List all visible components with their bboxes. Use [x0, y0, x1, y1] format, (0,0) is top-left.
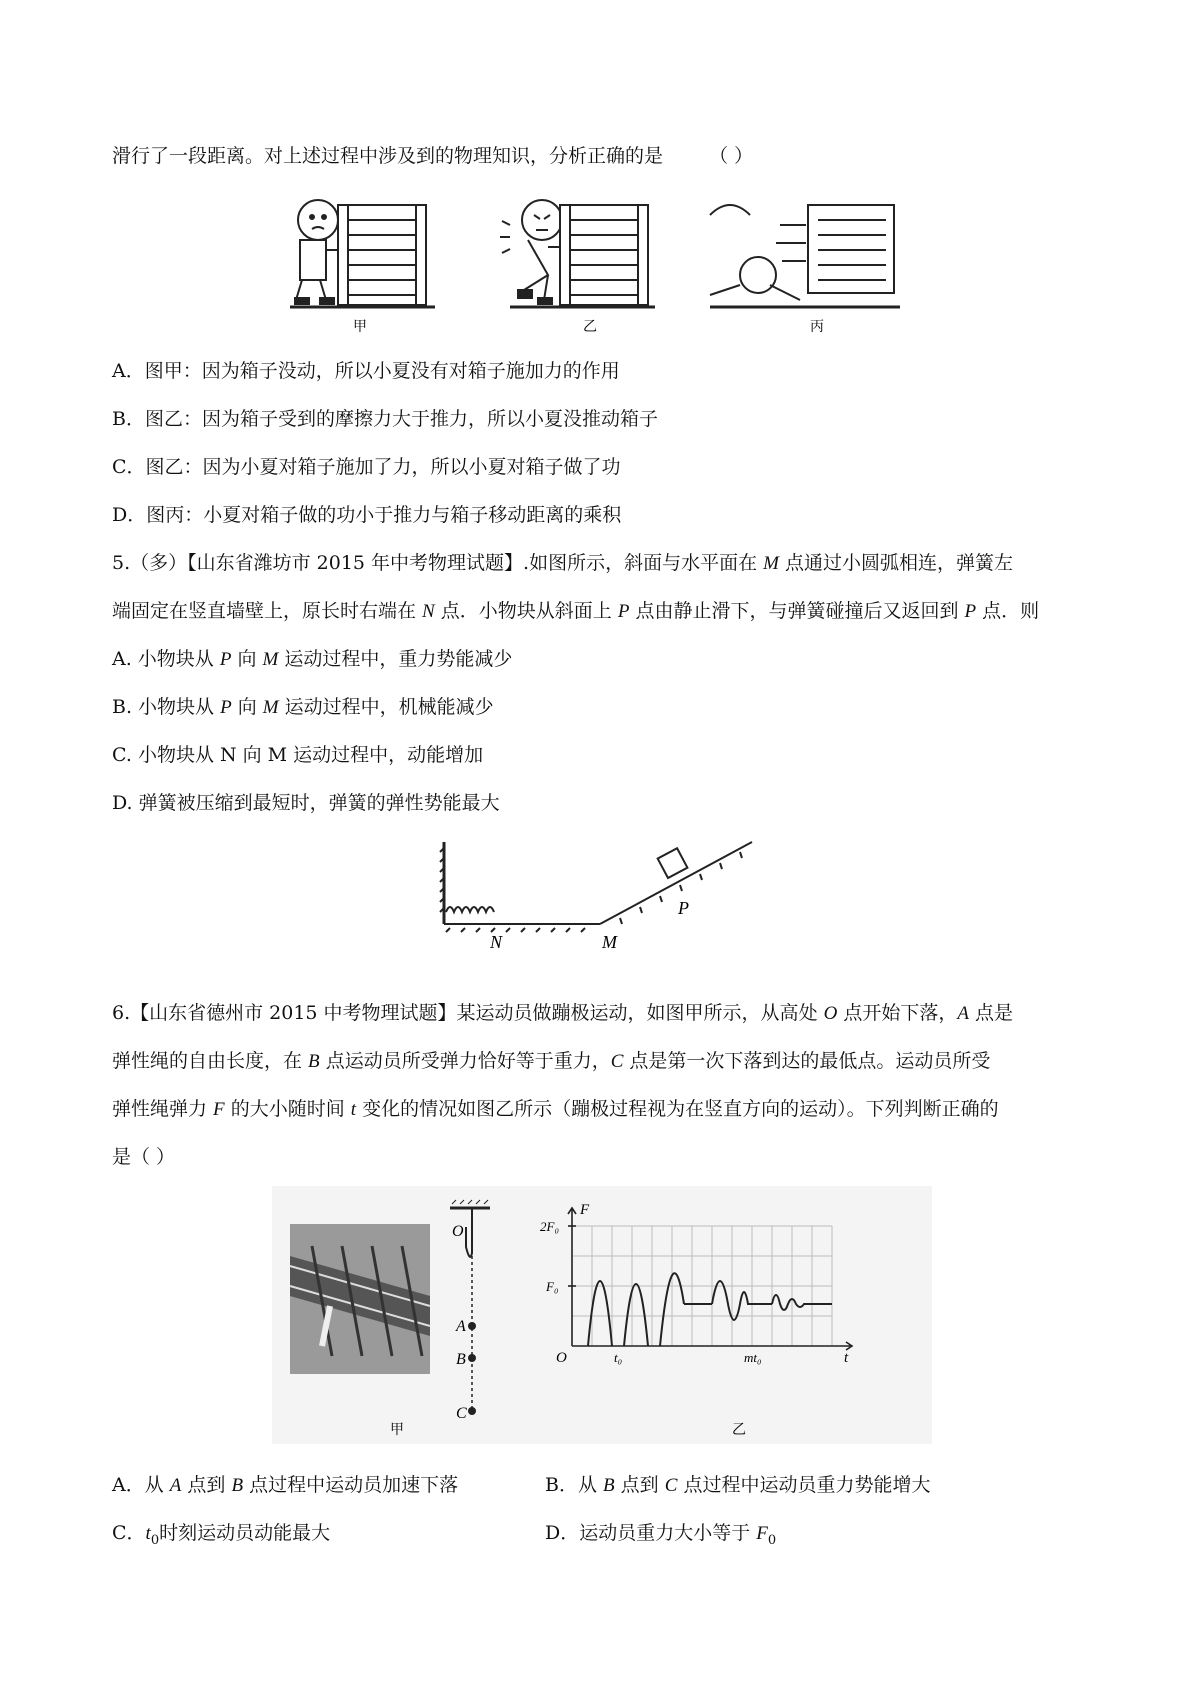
q4-option-a: A．图甲：因为箱子没动，所以小夏没有对箱子施加力的作用: [112, 360, 620, 382]
q5-label-n: N: [490, 932, 503, 952]
q5-option-a: A. 小物块从 P 向 M 运动过程中，重力势能减少: [112, 648, 513, 670]
q4-option-d: D．图丙：小夏对箱子做的功小于推力与箱子移动距离的乘积: [112, 504, 622, 526]
bungee-photo: [290, 1224, 430, 1374]
q4-label-jia: 甲: [353, 319, 367, 335]
q5-stem-line1: 5.（多）【山东省潍坊市 2015 年中考物理试题】.如图所示，斜面与水平面在 M 点通过小圆弧相连，弹簧左: [112, 552, 1014, 574]
q6-stem-line4: 是（ ）: [112, 1146, 176, 1168]
panel-yi: [500, 200, 655, 307]
q5-option-b: B. 小物块从 P 向 M 运动过程中，机械能减少: [112, 696, 494, 718]
q6-figure: [272, 1186, 932, 1444]
graph-origin: O: [556, 1350, 567, 1366]
q5-label-p: P: [678, 898, 689, 918]
rope-label-o: O: [452, 1223, 464, 1240]
q5-option-c: C. 小物块从 N 向 M 运动过程中，动能增加: [112, 744, 484, 766]
q5-stem-line2: 端固定在竖直墙壁上，原长时右端在 N 点．小物块从斜面上 P 点由静止滑下，与弹簧碰撞后又返回到 P 点．则: [112, 600, 1040, 622]
graph-y-axis: F: [580, 1202, 590, 1218]
q6-option-d: D．运动员重力大小等于 $F_0$: [545, 1522, 777, 1548]
q4-option-c: C．图乙：因为小夏对箱子施加了力，所以小夏对箱子做了功: [112, 456, 621, 478]
graph-y-2f0: 2F₀: [540, 1219, 559, 1234]
q4-label-bing: 丙: [810, 319, 824, 335]
graph-x-mt0: mt₀: [744, 1350, 762, 1365]
q4-label-yi: 乙: [583, 319, 597, 335]
q4-figure: [290, 185, 900, 335]
q6-option-a: A．从 A 点到 B 点过程中运动员加速下落: [112, 1474, 459, 1496]
panel-jia: [290, 200, 435, 307]
rope-label-c: C: [456, 1405, 467, 1422]
graph-x-t0: t₀: [614, 1350, 623, 1365]
label-yi: 乙: [732, 1422, 746, 1438]
q6-option-c: C．$t_0$时刻运动员动能最大: [112, 1522, 331, 1548]
spring: [446, 907, 494, 912]
label-jia: 甲: [390, 1422, 404, 1438]
q5-label-m: M: [602, 932, 617, 952]
q4-stem-tail: 滑行了一段距离。对上述过程中涉及到的物理知识，分析正确的是 （ ）: [112, 145, 754, 167]
q6-option-b: B．从 B 点到 C 点过程中运动员重力势能增大: [545, 1474, 931, 1496]
graph-y-f0: F₀: [546, 1279, 559, 1294]
panel-bing: [710, 205, 900, 307]
q5-option-d: D. 弹簧被压缩到最短时，弹簧的弹性势能最大: [112, 792, 500, 814]
rope-label-a: A: [456, 1318, 466, 1335]
q5-figure: [440, 842, 760, 962]
q4-option-b: B．图乙：因为箱子受到的摩擦力大于推力，所以小夏没推动箱子: [112, 408, 658, 430]
rope-label-b: B: [456, 1351, 466, 1368]
graph-x-axis: t: [844, 1350, 849, 1366]
q6-stem-line3: 弹性绳弹力 F 的大小随时间 t 变化的情况如图乙所示（蹦极过程视为在竖直方向的运动）。下列判断正确的: [112, 1098, 999, 1120]
block: [658, 848, 688, 878]
q4-answer-blank: （ ）: [709, 145, 754, 167]
q6-stem-line1: 6.【山东省德州市 2015 中考物理试题】某运动员做蹦极运动，如图甲所示，从高处 O 点开始下落，A 点是: [112, 1002, 1014, 1024]
q6-stem-line2: 弹性绳的自由长度，在 B 点运动员所受弹力恰好等于重力，C 点是第一次下落到达的最低点。运动员所受: [112, 1050, 991, 1072]
